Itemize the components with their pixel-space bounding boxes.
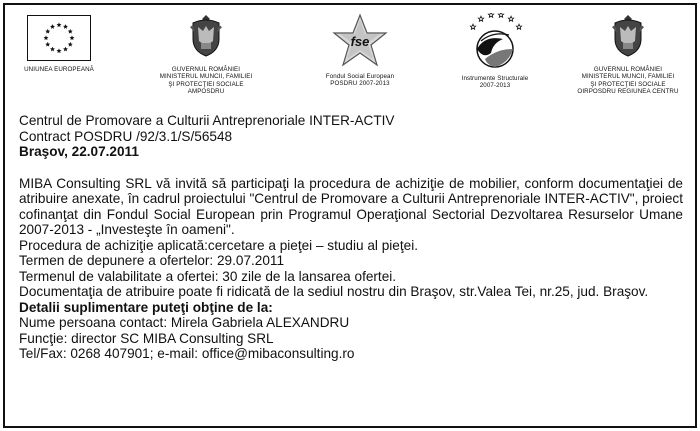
is-star — [498, 13, 503, 17]
eu-star — [68, 42, 73, 47]
eu-star — [45, 42, 50, 47]
eu-logo — [19, 15, 99, 73]
eu-star — [44, 35, 49, 40]
gov2-caption-line4: OIRPOSDRU REGIUNEA CENTRU — [577, 88, 679, 96]
structural-instruments-icon — [463, 13, 527, 73]
eu-star — [63, 47, 68, 52]
gov1-caption-line4: AMPOSDRU — [187, 88, 225, 96]
organization-name: Centrul de Promovare a Culturii Antreprenoriale INTER-ACTIV — [19, 113, 395, 128]
documents-line: Documentaţia de atribuire poate fi ridicată de la sediul nostru din Braşov, str.Valea Tei, nr.25, jud. Braşov. — [19, 284, 649, 299]
gov2-caption-line1: GUVERNUL ROMÂNIEI — [593, 66, 663, 73]
validity-line: Termenul de valabilitate a ofertei: 30 zile de la lansarea ofertei. — [19, 268, 397, 284]
contract-number: Contract POSDRU /92/3.1/S/56548 — [19, 128, 233, 144]
eu-star — [57, 48, 62, 53]
eu-star — [57, 22, 62, 27]
gov1-caption-line2: MINISTERUL MUNCII, FAMILIEI — [159, 73, 253, 81]
is-caption-line2: 2007-2013 — [479, 82, 511, 90]
gov2-caption-line3: ŞI PROTECŢIEI SOCIALE — [590, 80, 666, 88]
gov1-caption-line1: GUVERNUL ROMÂNIEI — [171, 66, 241, 73]
logo-bar — [5, 5, 695, 110]
fse-star-icon — [328, 13, 392, 69]
deadline-line: Termen de depunere a ofertelor: 29.07.2011 — [19, 253, 285, 268]
eu-star — [63, 24, 68, 29]
contact-tel-email: Tel/Fax: 0268 407901; e-mail: office@mibaconsulting.ro — [19, 346, 355, 361]
eu-caption: UNIUNEA EUROPEANĂ — [24, 66, 94, 73]
is-star — [470, 24, 475, 29]
eu-star — [50, 47, 55, 52]
place-date: Braşov, 22.07.2011 — [19, 144, 139, 159]
eu-flag-icon — [27, 15, 91, 61]
is-star — [488, 13, 493, 17]
romanian-coat-of-arms-icon — [189, 13, 223, 57]
contact-person: Nume persoana contact: Mirela Gabriela ALEXANDRU — [19, 315, 350, 330]
eu-star — [45, 29, 50, 34]
eu-star — [68, 29, 73, 34]
government-logo-oirposdru — [573, 13, 683, 96]
fse-caption-line2: POSDRU 2007-2013 — [330, 80, 390, 88]
fse-logo — [305, 13, 415, 88]
eu-star — [50, 24, 55, 29]
contact-function: Funcţie: director SC MIBA Consulting SRL — [19, 330, 274, 346]
announcement-frame — [3, 3, 697, 428]
romanian-coat-of-arms-icon — [611, 13, 645, 57]
svg-text:fse: fse — [350, 34, 370, 49]
details-heading: Detalii suplimentare puteţi obţine de la: — [19, 299, 273, 315]
gov2-caption-line2: MINISTERUL MUNCII, FAMILIEI — [581, 73, 675, 81]
is-star — [508, 16, 513, 21]
invitation-paragraph: MIBA Consulting SRL vă invită să participaţi la procedura de achiziţie de mobilier, conform documentaţiei de atribuire anexate, în cadrul proiectului "Centrul de Promovare a Culturii Antreprenoriale INTER-ACTIV", proiect cofinanţat din Fondul Social European prin Programul Operaţional Sectorial Dezvoltarea Resurselor Umane 2007-2013 - „Investeşte în oameni". — [19, 175, 683, 237]
government-logo-amposdru — [150, 13, 262, 96]
is-star — [478, 16, 483, 21]
instrumente-structurale-logo — [445, 13, 545, 90]
is-caption-line1: Instrumente Structurale — [461, 75, 529, 82]
is-star — [516, 24, 521, 29]
procedure-line: Procedura de achiziţie aplicată:cercetare a pieţei – studiu al pieţei. — [19, 237, 418, 253]
announcement-body — [19, 113, 683, 362]
fse-caption-line1: Fondul Social European — [325, 73, 395, 80]
gov1-caption-line3: ŞI PROTECŢIEI SOCIALE — [168, 80, 244, 88]
eu-star — [70, 35, 75, 40]
